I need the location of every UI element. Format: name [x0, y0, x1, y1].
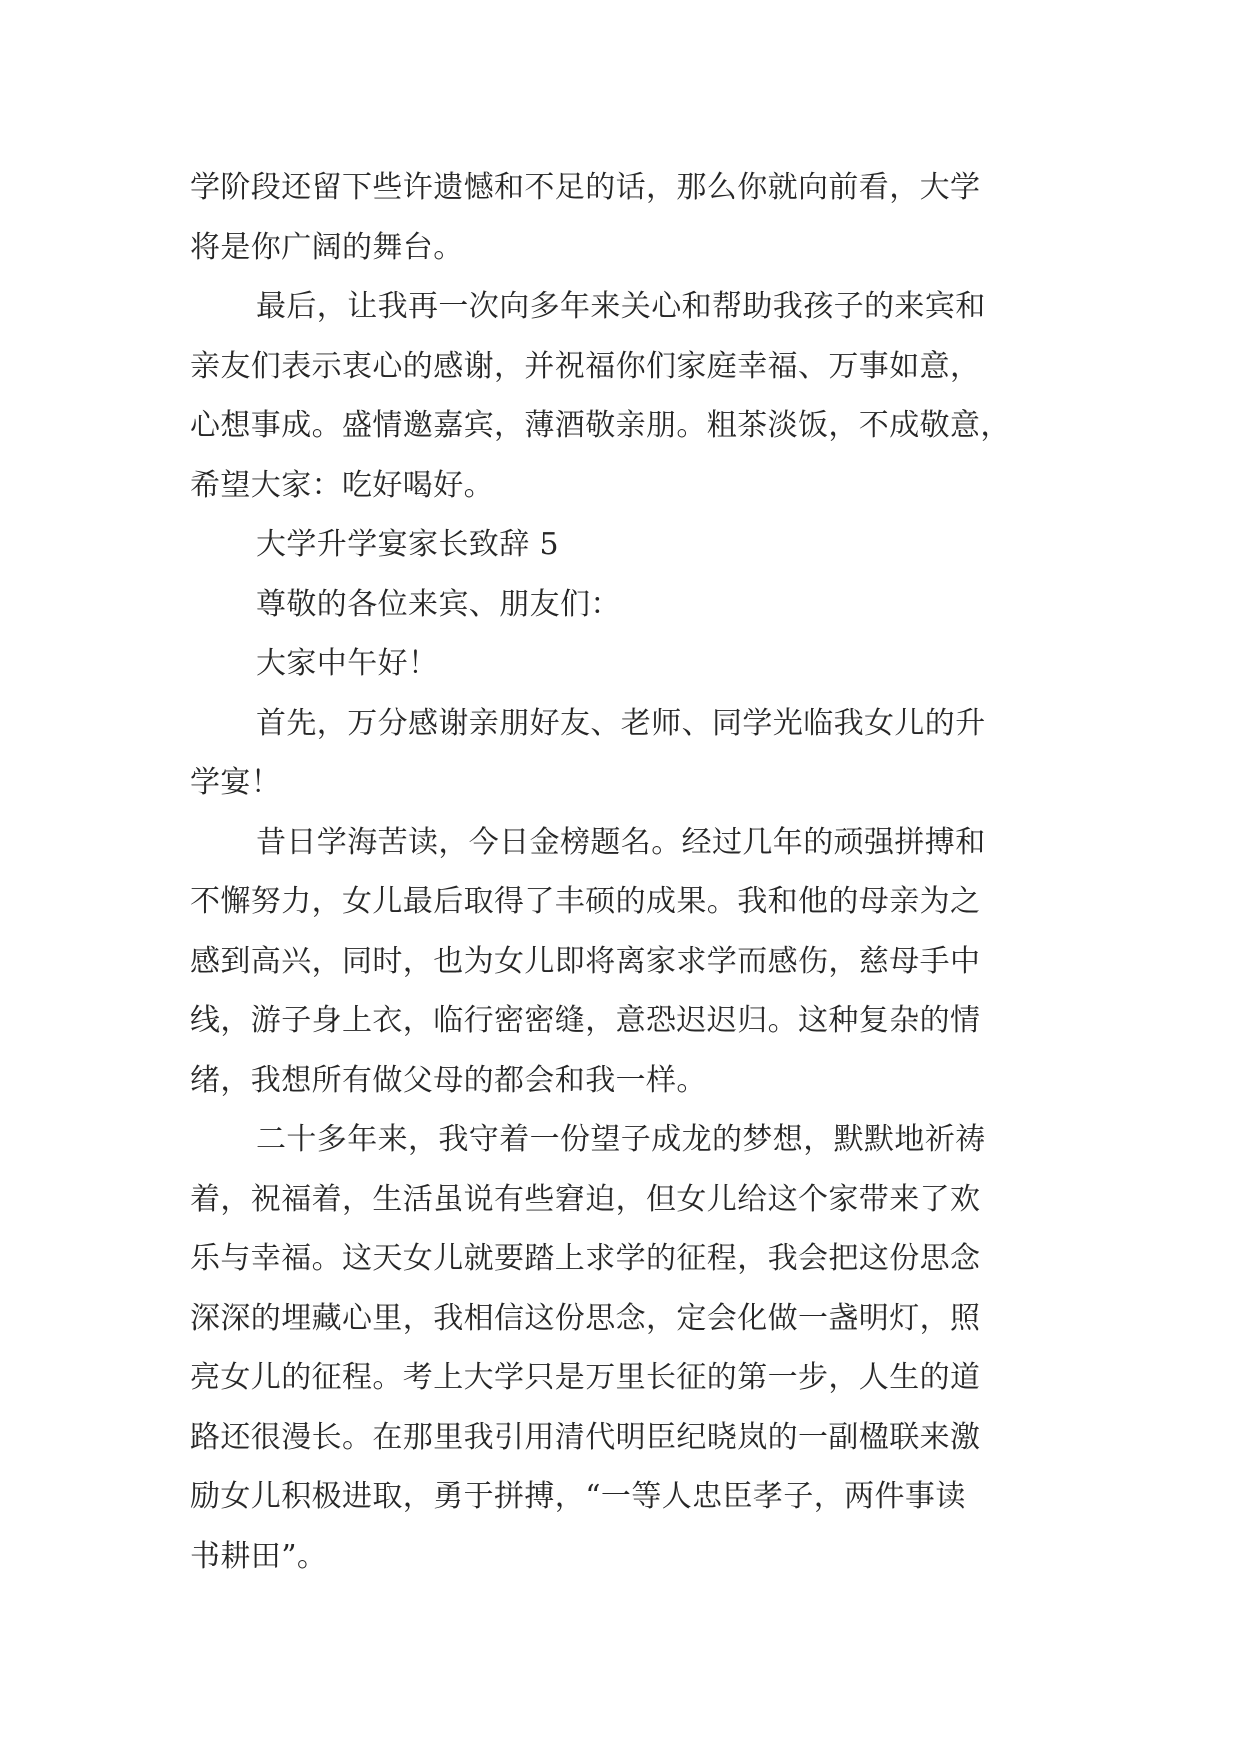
- text-line: 不懈努力，女儿最后取得了丰硕的成果。我和他的母亲为之: [190, 884, 981, 919]
- text-line: 路还很漫长。在那里我引用清代明臣纪晓岚的一副楹联来激: [190, 1419, 981, 1455]
- salutation: 尊敬的各位来宾、朋友们：: [256, 586, 621, 622]
- greeting: 大家中午好！: [256, 646, 439, 681]
- paragraph-start-line: 最后，让我再一次向多年来关心和帮助我孩子的来宾和: [256, 289, 986, 324]
- text-line: 励女儿积极进取，勇于拼搏，“一等人忠臣孝子，两件事读: [190, 1479, 966, 1514]
- paragraph-start-line: 昔日学海苦读，今日金榜题名。经过几年的顽强拼搏和: [256, 824, 986, 860]
- text-line: 乐与幸福。这天女儿就要踏上求学的征程，我会把这份思念: [190, 1241, 981, 1276]
- text-line: 线，游子身上衣，临行密密缝，意恐迟迟归。这种复杂的情: [190, 1003, 981, 1038]
- section-heading: 大学升学宴家长致辞 5: [256, 527, 560, 562]
- paragraph-start-line: 二十多年来，我守着一份望子成龙的梦想，默默地祈祷: [256, 1122, 986, 1157]
- text-line: 绪，我想所有做父母的都会和我一样。: [190, 1062, 707, 1098]
- text-line: 着，祝福着，生活虽说有些窘迫，但女儿给这个家带来了欢: [190, 1181, 981, 1217]
- body-text: [190, 158, 1060, 1586]
- text-line: 学宴！: [190, 765, 282, 800]
- paragraph-start-line: 首先，万分感谢亲朋好友、老师、同学光临我女儿的升: [256, 705, 986, 741]
- text-line: 希望大家：吃好喝好。: [190, 467, 494, 503]
- text-line: 感到高兴，同时，也为女儿即将离家求学而感伤，慈母手中: [190, 943, 981, 979]
- text-line: 学阶段还留下些许遗憾和不足的话，那么你就向前看，大学: [190, 170, 981, 205]
- text-line: 书耕田”。: [190, 1538, 328, 1574]
- text-line: 亮女儿的征程。考上大学只是万里长征的第一步，人生的道: [190, 1360, 981, 1395]
- text-line: 心想事成。盛情邀嘉宾，薄酒敬亲朋。粗茶淡饭，不成敬意，: [190, 408, 1011, 443]
- text-line: 将是你广阔的舞台。: [190, 229, 464, 265]
- text-line: 深深的埋藏心里，我相信这份思念，定会化做一盏明灯，照: [190, 1300, 981, 1336]
- text-line: 亲友们表示衷心的感谢，并祝福你们家庭幸福、万事如意，: [190, 348, 981, 384]
